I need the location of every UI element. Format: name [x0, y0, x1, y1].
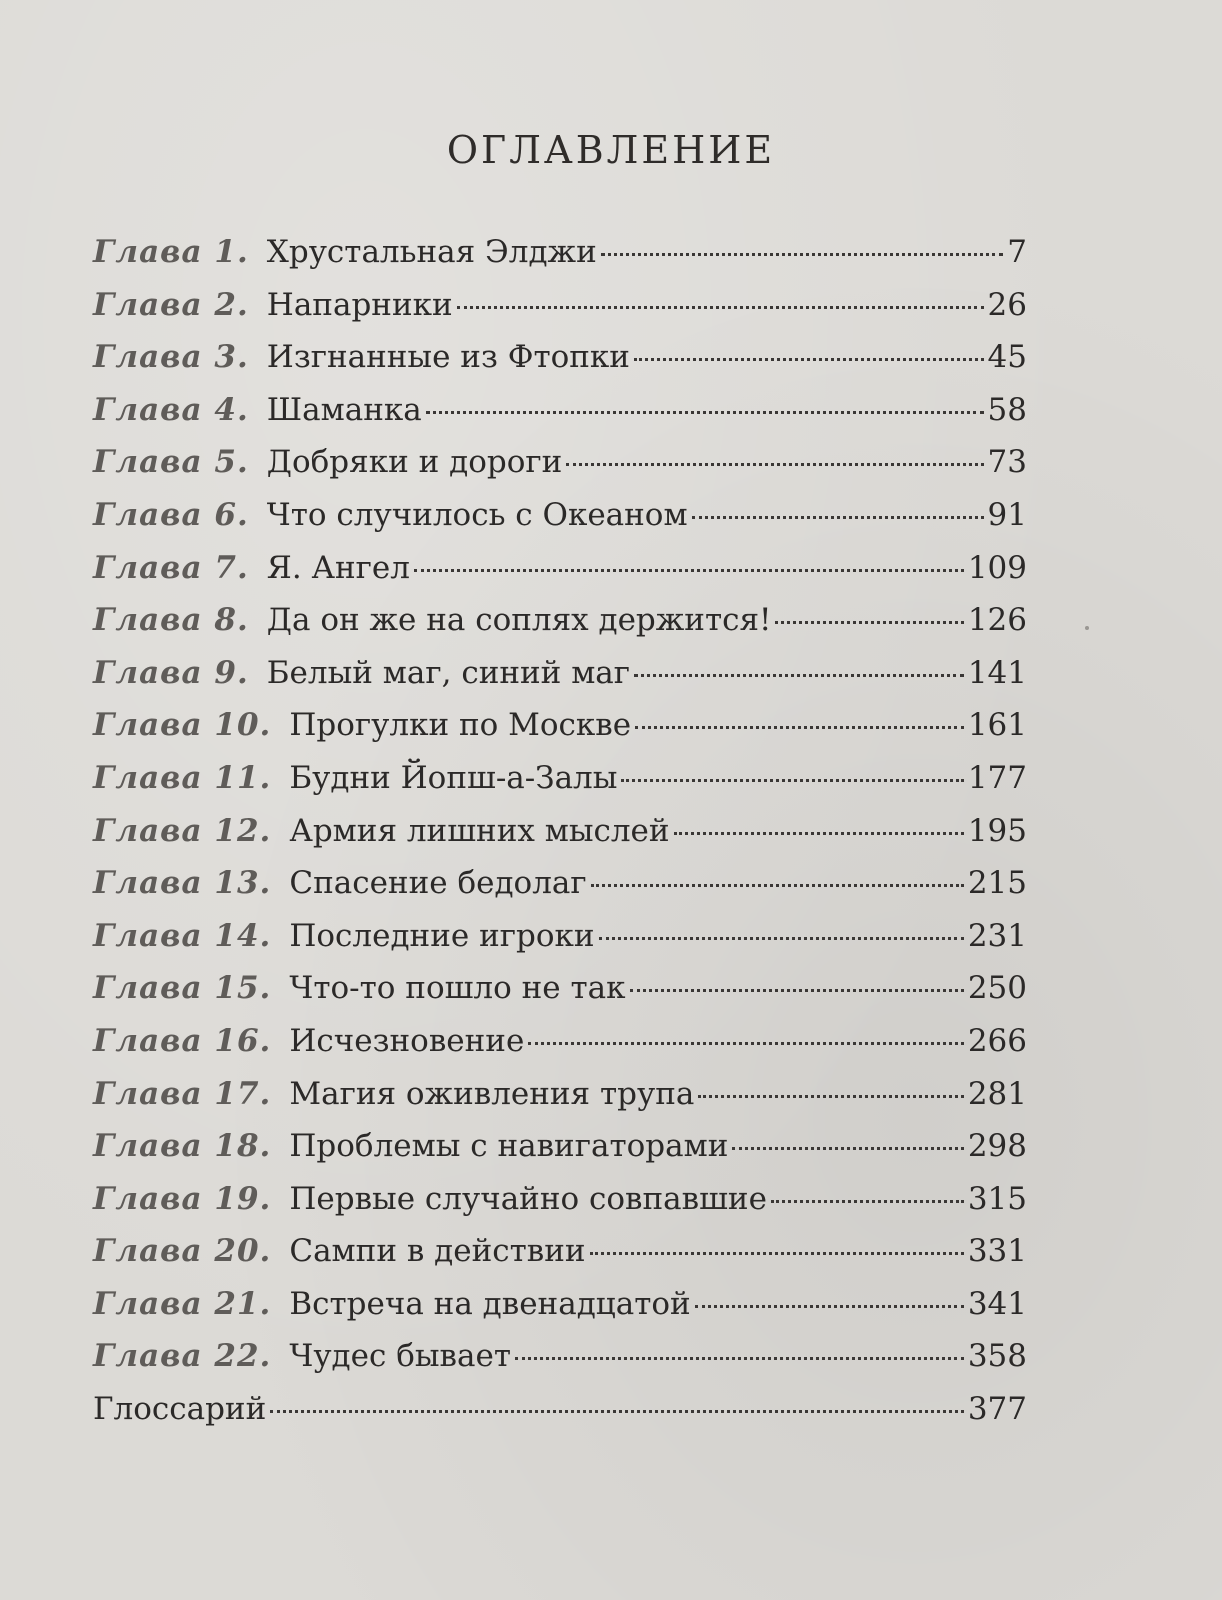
chapter-label: Глава 14.	[93, 917, 272, 954]
dot-leader	[635, 726, 964, 729]
chapter-label: Глава 22.	[93, 1338, 272, 1375]
dot-leader	[634, 358, 984, 361]
dot-leader	[270, 1410, 964, 1413]
paper-speck	[1085, 626, 1089, 630]
chapter-title: Сампи в действии	[289, 1233, 586, 1270]
dot-leader	[630, 989, 964, 992]
chapter-label: Глава 5.	[93, 444, 249, 481]
chapter-label: Глава 15.	[93, 970, 272, 1007]
page-number: 45	[987, 339, 1027, 376]
page-number: 358	[967, 1338, 1027, 1375]
toc-entry	[93, 226, 1027, 279]
chapter-label: Глава 16.	[93, 1022, 272, 1059]
toc-entry-glossary	[93, 1383, 1027, 1436]
toc-entry	[93, 1278, 1027, 1331]
chapter-label: Глава 1.	[93, 234, 249, 270]
toc-entry	[93, 1120, 1027, 1173]
chapter-title: Шаманка	[266, 391, 422, 428]
page-number: 161	[967, 707, 1027, 744]
dot-leader	[566, 463, 983, 466]
dot-leader	[674, 832, 964, 835]
dot-leader	[414, 569, 964, 572]
chapter-title: Белый маг, синий маг	[266, 654, 631, 691]
page-number: 377	[967, 1391, 1027, 1428]
page-number: 73	[987, 444, 1027, 481]
page-number: 266	[967, 1022, 1027, 1059]
page-number: 341	[967, 1285, 1027, 1322]
toc-entry	[93, 1015, 1027, 1068]
dot-leader	[515, 1357, 964, 1360]
chapter-label: Глава 21.	[93, 1285, 272, 1322]
toc-entry	[93, 1173, 1027, 1226]
page-number: 91	[987, 496, 1027, 533]
toc-entry	[93, 1330, 1027, 1383]
toc-entry	[93, 647, 1027, 700]
chapter-title: Первые случайно совпавшие	[289, 1180, 767, 1217]
toc-entry	[93, 279, 1027, 332]
page-number: 141	[967, 654, 1027, 691]
page-number: 58	[987, 391, 1027, 428]
toc-entry	[93, 542, 1027, 595]
chapter-label: Глава 10.	[93, 707, 272, 744]
chapter-label: Глава 4.	[93, 391, 249, 428]
chapter-label: Глава 20.	[93, 1233, 272, 1270]
chapter-title: Напарники	[266, 286, 453, 323]
dot-leader	[775, 621, 963, 624]
page-number: 281	[967, 1075, 1027, 1112]
chapter-label: Глава 6.	[93, 496, 249, 533]
chapter-label: Глава 3.	[93, 339, 249, 376]
toc-entry	[93, 384, 1027, 437]
dot-leader	[599, 937, 964, 940]
page-number: 215	[967, 865, 1027, 902]
chapter-title: Я. Ангел	[266, 549, 410, 586]
toc-entry	[93, 1068, 1027, 1121]
page-number: 315	[967, 1180, 1027, 1217]
chapter-label: Глава 11.	[93, 759, 272, 796]
chapter-label: Глава 12.	[93, 812, 272, 849]
toc-entry	[93, 594, 1027, 647]
toc-entry	[93, 489, 1027, 542]
toc-entry	[93, 910, 1027, 963]
chapter-title: Изгнанные из Фтопки	[266, 339, 630, 376]
chapter-title: Да он же на соплях держится!	[266, 602, 772, 639]
dot-leader	[692, 516, 984, 519]
chapter-title: Исчезновение	[289, 1022, 525, 1059]
page-number: 195	[967, 812, 1027, 849]
chapter-label: Глава 18.	[93, 1128, 272, 1165]
dot-leader	[457, 306, 984, 309]
chapter-label: Глава 2.	[93, 286, 249, 323]
dot-leader	[426, 411, 984, 414]
toc-entry	[93, 857, 1027, 910]
dot-leader	[695, 1305, 964, 1308]
chapter-title: Встреча на двенадцатой	[289, 1285, 691, 1322]
chapter-title: Добряки и дороги	[266, 444, 563, 481]
chapter-label: Глава 7.	[93, 549, 249, 586]
chapter-title: Будни Йопш-а-Залы	[289, 759, 618, 796]
dot-leader	[528, 1042, 964, 1045]
dot-leader	[621, 779, 963, 782]
chapter-label: Глава 13.	[93, 865, 272, 902]
chapter-title: Армия лишних мыслей	[289, 812, 670, 849]
page-number: 177	[967, 759, 1027, 796]
chapter-label: Глава 8.	[93, 602, 249, 639]
toc-entry	[93, 805, 1027, 858]
toc-entry	[93, 962, 1027, 1015]
page-number: 250	[967, 970, 1027, 1007]
chapter-title: Спасение бедолаг	[289, 865, 587, 902]
chapter-title: Прогулки по Москве	[289, 707, 632, 744]
chapter-title: Магия оживления трупа	[289, 1075, 695, 1112]
toc-entry	[93, 752, 1027, 805]
chapter-label: Глава 9.	[93, 654, 249, 691]
chapter-title: Хрустальная Элджи	[266, 234, 597, 270]
toc-entry	[93, 699, 1027, 752]
chapter-title: Что случилось с Океаном	[266, 496, 688, 533]
dot-leader	[601, 253, 1004, 256]
toc-entry	[93, 1225, 1027, 1278]
toc-entry	[93, 436, 1027, 489]
page-title: ОГЛАВЛЕНИЕ	[446, 128, 776, 172]
page-number: 231	[967, 917, 1027, 954]
dot-leader	[771, 1200, 964, 1203]
dot-leader	[591, 884, 964, 887]
page-number: 126	[967, 602, 1027, 639]
glossary-title: Глоссарий	[93, 1391, 267, 1428]
page-number: 331	[967, 1233, 1027, 1270]
chapter-title: Что-то пошло не так	[289, 970, 626, 1007]
chapter-title: Чудес бывает	[289, 1338, 511, 1375]
page-number: 298	[967, 1128, 1027, 1165]
chapter-title: Проблемы с навигаторами	[289, 1128, 729, 1165]
dot-leader	[590, 1252, 964, 1255]
page-number: 7	[1007, 234, 1027, 270]
chapter-title: Последние игроки	[289, 917, 595, 954]
toc-entry	[93, 331, 1027, 384]
dot-leader	[634, 674, 964, 677]
dot-leader	[698, 1095, 963, 1098]
table-of-contents	[93, 226, 1027, 1436]
chapter-label: Глава 17.	[93, 1075, 272, 1112]
page-number: 26	[987, 286, 1027, 323]
chapter-label: Глава 19.	[93, 1180, 272, 1217]
dot-leader	[732, 1147, 963, 1150]
page-number: 109	[967, 549, 1027, 586]
